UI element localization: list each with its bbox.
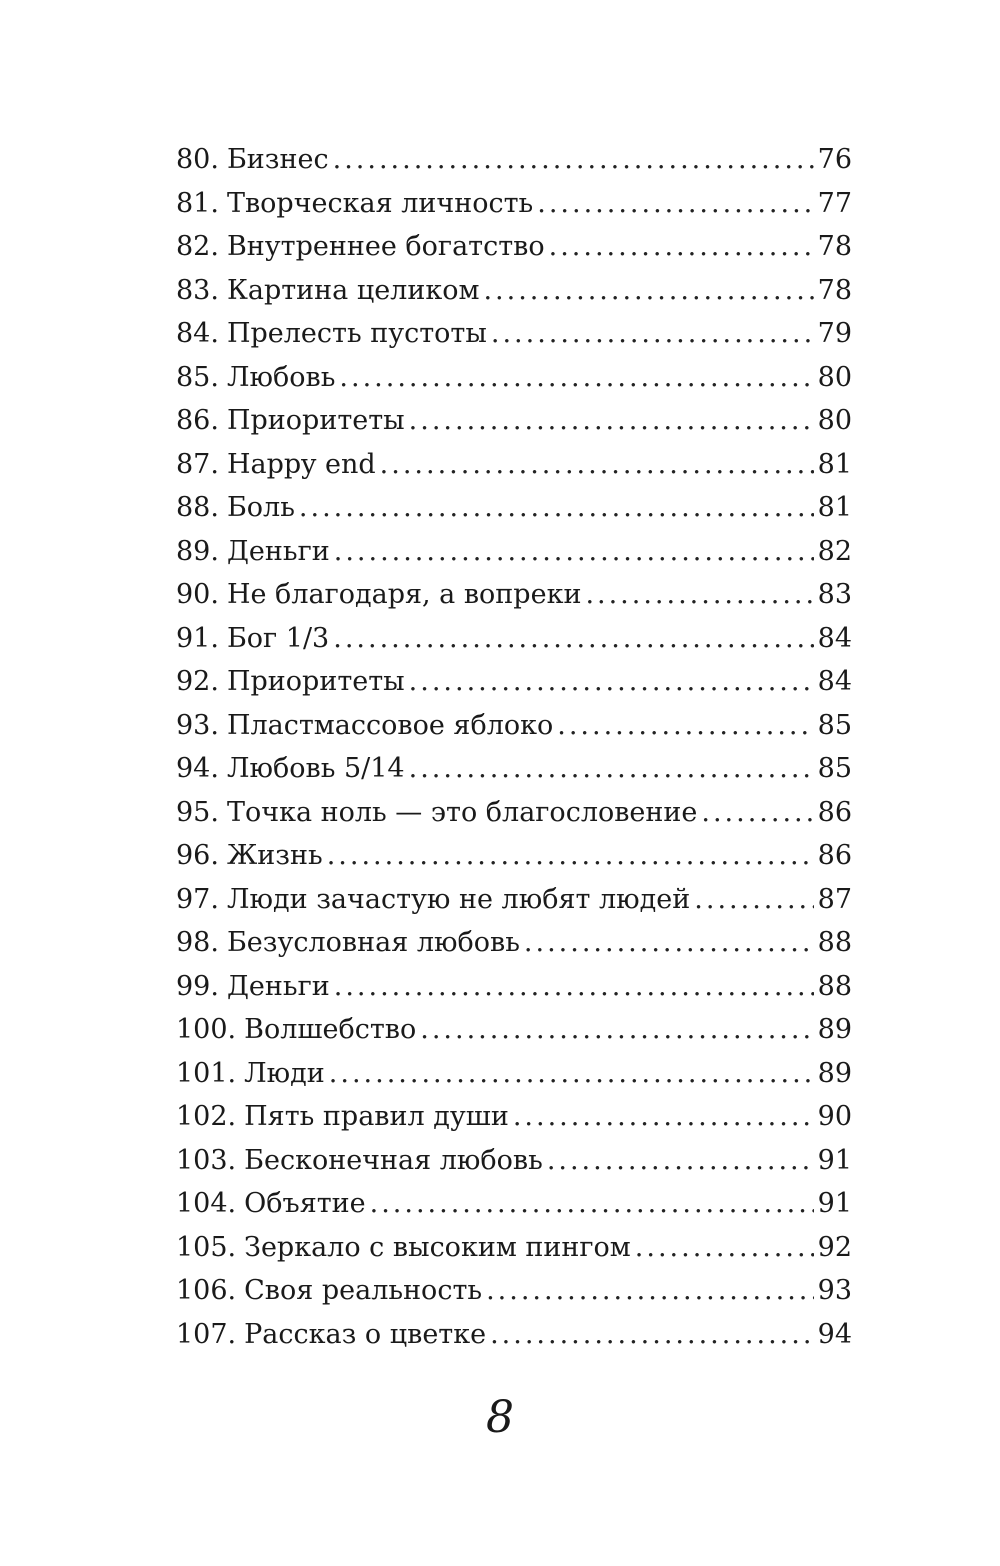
toc-entry-title: Точка ноль — это благословение	[226, 796, 698, 828]
toc-entry-number: 105.	[176, 1231, 237, 1263]
toc-entry-title: Приоритеты	[226, 405, 405, 436]
toc-entry[interactable]	[176, 791, 852, 835]
toc-entry-number: 99.	[176, 970, 219, 1002]
toc-dot-leader	[513, 1095, 814, 1139]
toc-entry-number: 82.	[176, 231, 219, 262]
toc-entry-page: 91	[817, 1144, 852, 1176]
toc-entry[interactable]	[176, 1313, 852, 1357]
toc-entry-page: 91	[817, 1188, 852, 1219]
toc-entry-page: 93	[817, 1275, 852, 1306]
toc-entry-number: 107.	[176, 1318, 237, 1350]
toc-dot-leader	[537, 182, 813, 226]
toc-entry-number: 103.	[176, 1144, 237, 1176]
toc-entry[interactable]	[176, 1052, 852, 1096]
toc-entry-number: 104.	[176, 1188, 237, 1219]
toc-dot-leader	[334, 965, 814, 1009]
toc-entry-page: 78	[817, 231, 852, 262]
toc-entry-title: Бог 1/3	[226, 622, 330, 654]
toc-entry-page: 86	[817, 840, 852, 871]
toc-entry-title: Своя реальность	[244, 1275, 483, 1306]
toc-entry[interactable]	[176, 312, 852, 356]
toc-entry[interactable]	[176, 486, 852, 530]
toc-entry[interactable]	[176, 1139, 852, 1183]
toc-entry-page: 81	[817, 448, 852, 480]
toc-entry-title: Творческая личность	[226, 187, 534, 219]
page-number: 8	[486, 1392, 514, 1443]
toc-entry-number: 91.	[176, 622, 219, 654]
toc-entry-title: Бизнес	[226, 144, 329, 175]
toc-entry-title: Любовь	[226, 361, 336, 393]
toc-entry-number: 88.	[176, 492, 219, 523]
toc-entry-page: 88	[817, 927, 852, 958]
toc-entry-number: 95.	[176, 796, 219, 828]
toc-dot-leader	[333, 138, 814, 182]
toc-dot-leader	[491, 312, 814, 356]
toc-dot-leader	[409, 399, 814, 443]
toc-dot-leader	[490, 1313, 814, 1357]
toc-dot-leader	[549, 225, 814, 269]
toc-entry-page: 82	[817, 535, 852, 567]
toc-entry-page: 92	[817, 1231, 852, 1263]
toc-dot-leader	[486, 1269, 814, 1313]
toc-entry-title: Безусловная любовь	[226, 927, 520, 958]
toc-entry-page: 78	[817, 274, 852, 306]
toc-entry-page: 90	[817, 1101, 852, 1132]
toc-entry-title: Жизнь	[226, 840, 323, 871]
toc-dot-leader	[333, 617, 813, 661]
toc-entry-title: Деньги	[226, 535, 330, 567]
toc-dot-leader	[339, 356, 813, 400]
toc-entry-number: 100.	[176, 1014, 237, 1045]
toc-entry[interactable]	[176, 1008, 852, 1052]
toc-dot-leader	[329, 1052, 814, 1096]
table-of-contents	[176, 138, 852, 1356]
toc-dot-leader	[327, 834, 814, 878]
toc-entry-title: Не благодаря, а вопреки	[226, 579, 582, 610]
toc-entry[interactable]	[176, 965, 852, 1009]
toc-entry-title: Пластмассовое яблоко	[226, 709, 554, 741]
toc-entry-page: 89	[817, 1057, 852, 1089]
toc-entry-page: 80	[817, 405, 852, 436]
toc-entry[interactable]	[176, 660, 852, 704]
toc-entry-number: 86.	[176, 405, 219, 436]
toc-entry[interactable]	[176, 269, 852, 313]
toc-entry[interactable]	[176, 921, 852, 965]
toc-entry-title: Объятие	[244, 1188, 366, 1219]
toc-entry[interactable]	[176, 617, 852, 661]
toc-dot-leader	[299, 486, 814, 530]
toc-dot-leader	[409, 660, 814, 704]
toc-entry-title: Волшебство	[244, 1014, 417, 1045]
toc-entry-page: 88	[817, 970, 852, 1002]
toc-entry-number: 90.	[176, 579, 219, 610]
toc-entry-title: Внутреннее богатство	[226, 231, 545, 262]
toc-dot-leader	[547, 1139, 814, 1183]
toc-entry-page: 79	[817, 318, 852, 349]
toc-entry-number: 94.	[176, 753, 219, 784]
toc-entry-title: Деньги	[226, 970, 330, 1002]
toc-entry-number: 89.	[176, 535, 219, 567]
toc-entry-title: Happy end	[226, 448, 376, 480]
toc-entry[interactable]	[176, 138, 852, 182]
toc-entry-title: Люди	[244, 1057, 325, 1089]
toc-entry-page: 84	[817, 666, 852, 697]
toc-entry-title: Боль	[226, 492, 295, 523]
toc-entry-title: Бесконечная любовь	[244, 1144, 543, 1176]
toc-entry-title: Рассказ о цветке	[244, 1318, 487, 1350]
toc-dot-leader	[334, 530, 814, 574]
toc-entry-page: 84	[817, 622, 852, 654]
toc-entry[interactable]	[176, 182, 852, 226]
toc-entry[interactable]	[176, 356, 852, 400]
toc-entry-page: 86	[817, 796, 852, 828]
toc-entry[interactable]	[176, 573, 852, 617]
toc-entry-number: 84.	[176, 318, 219, 349]
toc-entry-title: Прелесть пустоты	[226, 318, 487, 349]
toc-dot-leader	[694, 878, 813, 922]
toc-entry-title: Пять правил души	[244, 1101, 509, 1132]
toc-entry-number: 102.	[176, 1101, 237, 1132]
toc-entry-title: Зеркало с высоким пингом	[244, 1231, 631, 1263]
toc-dot-leader	[483, 269, 813, 313]
toc-entry-number: 87.	[176, 448, 219, 480]
toc-entry-number: 80.	[176, 144, 219, 175]
toc-entry-number: 85.	[176, 361, 219, 393]
toc-entry-page: 87	[817, 883, 852, 915]
toc-entry-number: 96.	[176, 840, 219, 871]
toc-entry-number: 98.	[176, 927, 219, 958]
toc-entry-page: 85	[817, 709, 852, 741]
toc-entry-number: 92.	[176, 666, 219, 697]
toc-entry-page: 80	[817, 361, 852, 393]
toc-dot-leader	[635, 1226, 814, 1270]
toc-dot-leader	[524, 921, 814, 965]
toc-dot-leader	[380, 443, 814, 487]
toc-dot-leader	[557, 704, 813, 748]
toc-entry[interactable]	[176, 747, 852, 791]
toc-entry-number: 83.	[176, 274, 219, 306]
toc-entry-page: 83	[817, 579, 852, 610]
toc-entry-title: Картина целиком	[226, 274, 480, 306]
toc-entry-page: 81	[817, 492, 852, 523]
toc-entry[interactable]	[176, 1095, 852, 1139]
toc-entry-number: 97.	[176, 883, 219, 915]
toc-entry-number: 106.	[176, 1275, 237, 1306]
toc-entry-page: 77	[817, 187, 852, 219]
toc-entry-title: Люди зачастую не любят людей	[226, 883, 691, 915]
toc-entry-number: 81.	[176, 187, 219, 219]
toc-entry[interactable]	[176, 834, 852, 878]
toc-entry-number: 93.	[176, 709, 219, 741]
toc-entry[interactable]	[176, 225, 852, 269]
toc-entry-number: 101.	[176, 1057, 237, 1089]
toc-dot-leader	[585, 573, 813, 617]
toc-entry-page: 76	[817, 144, 852, 175]
toc-entry[interactable]	[176, 704, 852, 748]
toc-entry-title: Приоритеты	[226, 666, 405, 697]
toc-entry[interactable]	[176, 530, 852, 574]
toc-dot-leader	[370, 1182, 814, 1226]
toc-entry-page: 89	[817, 1014, 852, 1045]
toc-entry[interactable]	[176, 878, 852, 922]
toc-entry-title: Любовь 5/14	[226, 753, 405, 784]
toc-entry[interactable]	[176, 1226, 852, 1270]
toc-dot-leader	[701, 791, 813, 835]
toc-entry[interactable]	[176, 399, 852, 443]
toc-entry-page: 85	[817, 753, 852, 784]
toc-entry[interactable]	[176, 1182, 852, 1226]
toc-entry-page: 94	[817, 1318, 852, 1350]
toc-entry[interactable]	[176, 443, 852, 487]
toc-dot-leader	[409, 747, 814, 791]
toc-dot-leader	[420, 1008, 813, 1052]
toc-entry[interactable]	[176, 1269, 852, 1313]
